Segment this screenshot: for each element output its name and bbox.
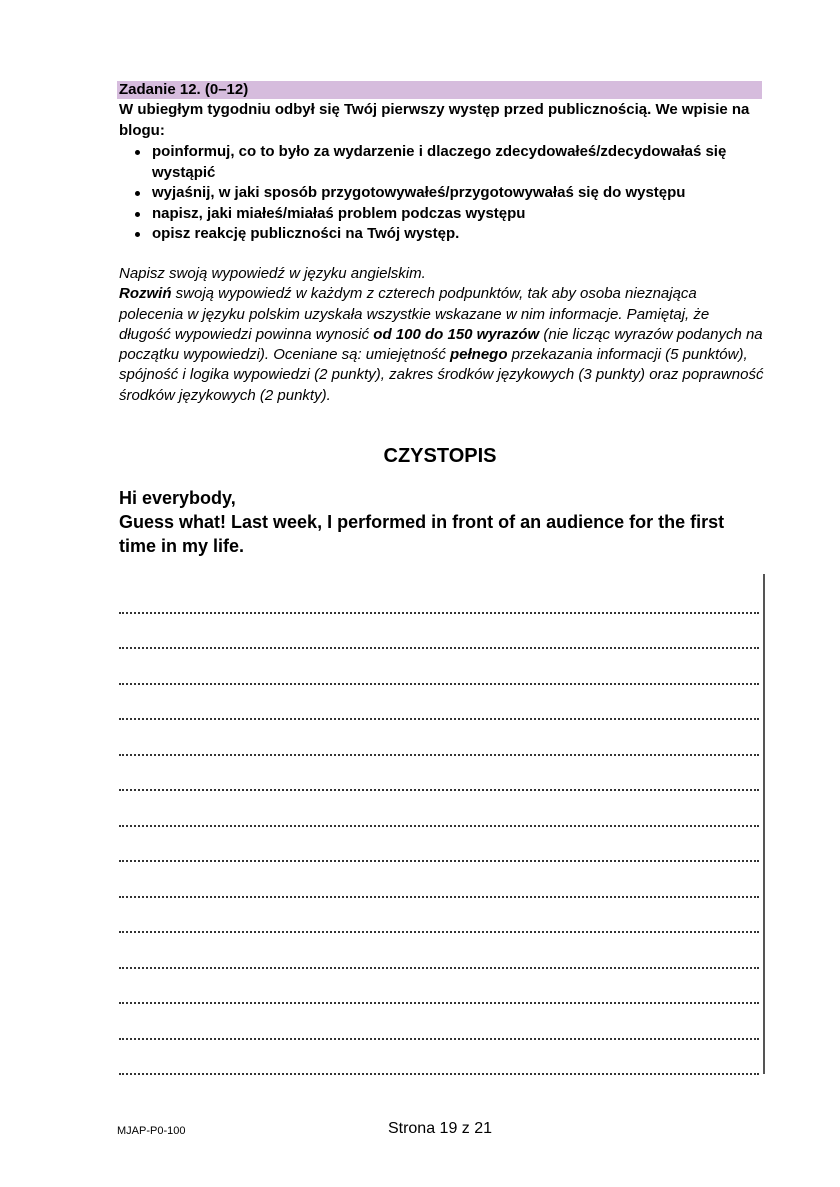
page-number: Strona 19 z 21 [387, 1120, 493, 1137]
answer-line[interactable] [119, 933, 759, 969]
letter-opening: Guess what! Last week, I performed in front of an audience for the first time in my life. [119, 512, 725, 556]
bullet-icon [135, 191, 140, 196]
instructions-line-1: Napisz swoją wypowiedź w języku angielskim. [119, 265, 426, 282]
answer-line[interactable] [119, 614, 759, 650]
instructions-bold: od 100 do 150 wyrazów [373, 325, 540, 343]
answer-line[interactable] [119, 578, 759, 614]
instructions-bold: pełnego [450, 346, 508, 364]
instructions-text: przekazania informacji (5 punktów), spójność i logika wypowiedzi (2 punkty), zakres środków językowych (3 punkty) oraz poprawność środków językowych (2 punkty). [119, 346, 764, 404]
answer-line[interactable] [119, 827, 759, 863]
exam-code: MJAP-P0-100 [117, 1125, 186, 1137]
instructions [119, 264, 764, 406]
answer-lines[interactable] [119, 578, 759, 1075]
answer-line[interactable] [119, 1004, 759, 1040]
instructions-bold: Rozwiń [119, 285, 172, 303]
answer-line[interactable] [119, 720, 759, 756]
answer-line[interactable] [119, 685, 759, 721]
list-item [119, 204, 769, 225]
task-intro: W ubiegłym tygodniu odbył się Twój pierwszy występ przed publicznością. We wpisie na blogu: [119, 101, 750, 139]
bullet-text: wyjaśnij, w jaki sposób przygotowywałeś/przygotowywałaś się do występu [152, 184, 686, 201]
bullet-icon [135, 150, 140, 155]
answer-line[interactable] [119, 1040, 759, 1076]
answer-line[interactable] [119, 862, 759, 898]
task-header: Zadanie 12. (0–12) [117, 81, 762, 99]
list-item [119, 142, 769, 183]
answer-line[interactable] [119, 898, 759, 934]
section-title: CZYSTOPIS [383, 445, 497, 467]
list-item [119, 224, 769, 245]
answer-line[interactable] [119, 649, 759, 685]
bullet-text: poinformuj, co to było za wydarzenie i dlaczego zdecydowałeś/zdecydowałaś się wystąpić [152, 143, 727, 181]
bullet-icon [135, 232, 140, 237]
bullet-icon [135, 212, 140, 217]
instructions-text: (nie licząc wyrazów podanych na początku wypowiedzi). Oceniane są: umiejętność [119, 325, 763, 364]
instructions-text: swoją wypowiedź w każdym z czterech podpunktów, tak aby osoba nieznająca polecenia w języku polskim uzyskała wszystkie wskazane w nim informacje. Pamiętaj, że długość wypowiedzi powinna wynosić [119, 285, 710, 343]
list-item [119, 183, 769, 204]
bullet-text: napisz, jaki miałeś/miałaś problem podczas występu [152, 204, 526, 222]
answer-line[interactable] [119, 791, 759, 827]
instructions-paragraph [119, 284, 764, 406]
task-bullet-list [119, 142, 769, 245]
letter-start [119, 486, 759, 558]
answer-line[interactable] [119, 969, 759, 1005]
letter-greeting: Hi everybody, [119, 488, 236, 508]
margin-rule [763, 574, 765, 1074]
bullet-text: opisz reakcję publiczności na Twój występ. [152, 225, 460, 242]
answer-line[interactable] [119, 756, 759, 792]
